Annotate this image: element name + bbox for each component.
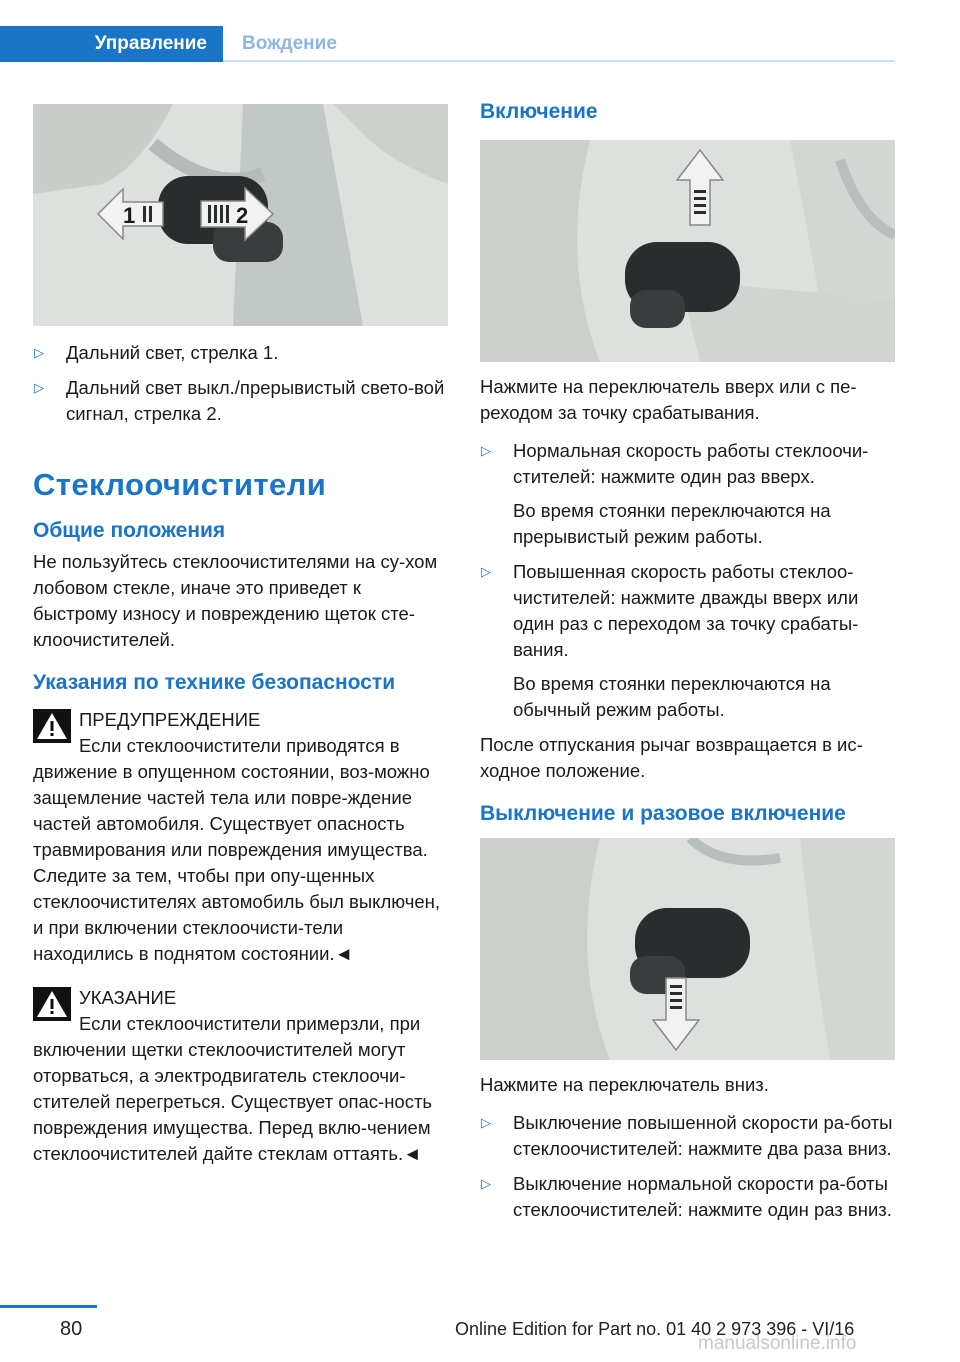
- list-item: ▷ Повышенная скорость работы стеклоо-чистителей: нажмите дважды вверх или один раз с переходом за точку срабаты-вания. Во время стоянки переключаются на обычный режим работы.: [481, 561, 859, 720]
- list-item: ▷ Дальний свет, стрелка 1.: [33, 340, 448, 366]
- triangle-right-icon: ▷: [481, 564, 491, 579]
- tab-controls: Управление: [0, 26, 223, 62]
- triangle-right-icon: ▷: [481, 443, 491, 458]
- triangle-right-icon: ▷: [34, 345, 44, 360]
- section-title-wipers: Стеклоочистители: [33, 467, 327, 502]
- wiper-up-figure: [480, 140, 895, 362]
- notice-heading: УКАЗАНИЕ: [79, 987, 177, 1008]
- tab-driving: Вождение: [242, 33, 337, 54]
- list-item: ▷ Выключение нормальной скорости ра-боты стеклоочистителей: нажмите один раз вниз.: [481, 1173, 892, 1220]
- release-text: После отпускания рычаг возвращается в ис-ходное положение.: [480, 734, 863, 781]
- on-text: Нажмите на переключатель вверх или с пе-реходом за точку срабатывания.: [480, 376, 857, 423]
- notice-block: [33, 985, 448, 1167]
- on-list: [480, 438, 895, 723]
- page-header: [0, 26, 895, 62]
- off-list: [480, 1110, 895, 1223]
- header-divider: [223, 60, 895, 62]
- subheading-general: Общие положения: [33, 519, 226, 542]
- list-item: ▷ Выключение повышенной скорости ра-боты стеклоочистителей: нажмите два раза вниз.: [481, 1112, 893, 1159]
- subheading-safety: Указания по технике безопасности: [33, 671, 396, 694]
- warning-text: Если стеклоочистители приводятся в движение в опущенном состоянии, воз-можно защемление частей тела или повре-ждение частей автомобиля. Существует опасность травмирования или повреждения имущества. Следите за тем, чтобы при опу-щенных стеклоочистителях автомобиль был выключен, и при включении стеклоочисти-тели находились в поднятом состоянии.◄: [33, 735, 441, 964]
- general-text: Не пользуйтесь стеклоочистителями на су-хом лобовом стекле, иначе это приведет к быстрому износу и повреждению щеток сте-клоочистителей.: [33, 551, 438, 650]
- left-column: [33, 104, 448, 1167]
- warning-triangle-icon: [33, 987, 71, 1021]
- off-text: Нажмите на переключатель вниз.: [480, 1074, 769, 1095]
- triangle-right-icon: ▷: [34, 380, 44, 395]
- footer-divider: [0, 1305, 97, 1308]
- list-item: ▷ Нормальная скорость работы стеклоочи-стителей: нажмите один раз вверх. Во время стоянки переключаются на прерывистый режим работы.: [481, 440, 869, 547]
- notice-text: Если стеклоочистители примерзли, при включении щетки стеклоочистителей могут оторваться, а электродвигатель стеклоочи-стителей перегреться. Существует опас-ность повреждения имущества. Перед вклю-чением стеклоочистителей дайте стеклам оттаять.◄: [33, 1013, 433, 1164]
- page-number: 80: [60, 1318, 83, 1340]
- wiper-down-figure: [480, 838, 895, 1060]
- warning-triangle-icon: [33, 709, 71, 743]
- watermark: manualsonline.info: [698, 1333, 857, 1354]
- triangle-right-icon: ▷: [481, 1115, 491, 1130]
- arrow-label-2: 2: [236, 203, 249, 228]
- high-beam-lever-figure: [33, 104, 448, 326]
- high-beam-list: [33, 340, 448, 427]
- subheading-off: Выключение и разовое включение: [480, 802, 846, 825]
- edition-text: Online Edition for Part no. 01 40 2 973 396 - VI/16: [455, 1319, 855, 1339]
- warning-block: [33, 707, 448, 967]
- list-item: ▷ Дальний свет выкл./прерывистый свето-вой сигнал, стрелка 2.: [34, 377, 445, 424]
- right-column: [480, 100, 895, 1232]
- triangle-right-icon: ▷: [481, 1176, 491, 1191]
- subheading-on: Включение: [480, 100, 598, 123]
- warning-heading: ПРЕДУПРЕЖДЕНИЕ: [79, 709, 261, 730]
- arrow-label-1: 1: [123, 203, 136, 228]
